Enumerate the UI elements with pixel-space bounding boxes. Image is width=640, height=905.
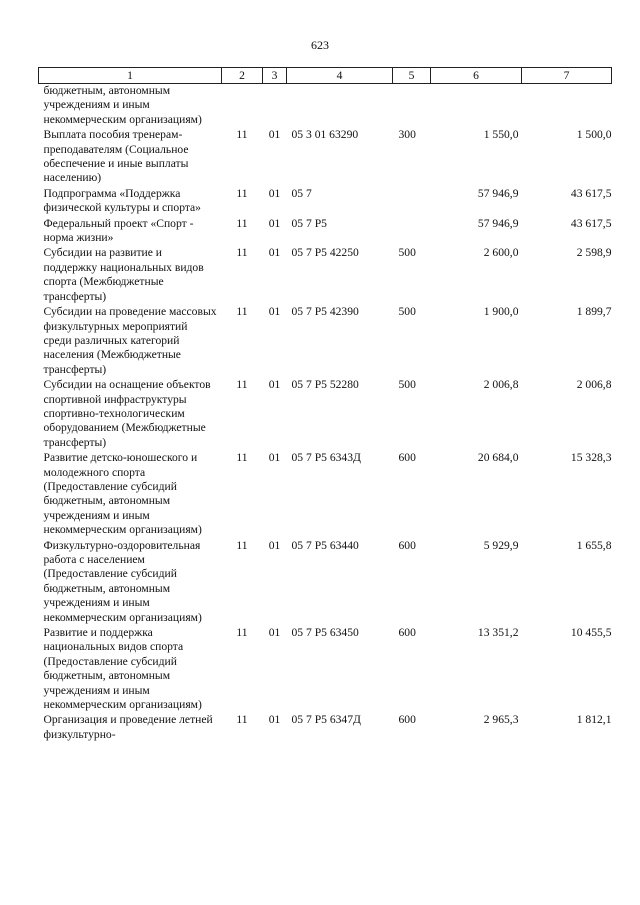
column-header-5: 5: [393, 68, 431, 84]
row-section: 11: [236, 538, 248, 552]
row-amount-7: 1 500,0: [576, 128, 612, 142]
row-expense-type: 500: [398, 305, 416, 319]
row-subsection: 01: [268, 713, 281, 727]
row-expense-type: [393, 84, 431, 129]
row-section: 11: [236, 713, 248, 727]
table-row: [39, 217, 612, 247]
row-target-code: 05 7 P5 42250: [291, 246, 359, 260]
row-target-code: 05 7 P5: [291, 216, 327, 230]
row-expense-type: 600: [398, 451, 416, 465]
budget-table: [38, 67, 612, 743]
table-row: [39, 378, 612, 451]
row-expense-type: 500: [398, 246, 416, 260]
row-amount-6: 57 946,9: [477, 216, 519, 230]
row-section: 11: [236, 378, 248, 392]
row-amount-6: 13 351,2: [477, 626, 519, 640]
row-expense-type: [393, 187, 431, 217]
row-section: 11: [236, 305, 248, 319]
row-section: [222, 84, 263, 129]
row-amount-7: 43 617,5: [570, 186, 612, 200]
row-subsection: 01: [268, 186, 281, 200]
row-name: Субсидии на развитие и поддержку национальных видов спорта (Межбюджетные трансферты): [43, 246, 204, 303]
row-target-code: 05 3 01 63290: [291, 128, 359, 142]
row-subsection: 01: [268, 626, 281, 640]
table-row: [39, 187, 612, 217]
row-amount-6: 2 600,0: [483, 246, 519, 260]
row-amount-6: 5 929,9: [483, 538, 519, 552]
row-name: Физкультурно-оздоровительная работа с населением (Предоставление субсидий бюджетным, автономным учреждениям и иным некоммерческим организациям): [43, 538, 202, 624]
header-row: [39, 68, 612, 84]
row-expense-type: 600: [398, 626, 416, 640]
row-amount-7: 10 455,5: [570, 626, 612, 640]
page-number: 623: [311, 38, 329, 52]
table-row: [39, 305, 612, 378]
row-name: Развитие и поддержка национальных видов спорта (Предоставление субсидий бюджетным, автономным учреждениям и иным некоммерческим организациям): [43, 626, 202, 712]
row-amount-6: 1 550,0: [483, 128, 519, 142]
row-amount-7: 43 617,5: [570, 216, 612, 230]
row-amount-6: 2 006,8: [483, 378, 519, 392]
row-subsection: 01: [268, 305, 281, 319]
row-name: Субсидии на оснащение объектов спортивной инфраструктуры спортивно-технологическим оборудованием (Межбюджетные трансферты): [43, 378, 211, 449]
row-target-code: 05 7 P5 63440: [291, 538, 359, 552]
row-expense-type: 600: [398, 713, 416, 727]
row-section: 11: [236, 451, 248, 465]
column-header-4: 4: [287, 68, 393, 84]
row-subsection: 01: [268, 538, 281, 552]
row-expense-type: [393, 217, 431, 247]
row-subsection: 01: [268, 451, 281, 465]
row-subsection: 01: [268, 128, 281, 142]
row-target-code: 05 7 P5 63450: [291, 626, 359, 640]
row-name: Развитие детско-юношеского и молодежного спорта (Предоставление субсидий бюджетным, автономным учреждениям и иным некоммерческим организациям): [43, 451, 202, 537]
column-header-3: 3: [263, 68, 287, 84]
table-header: [39, 68, 612, 84]
row-target-code: 05 7: [291, 186, 312, 200]
row-section: 11: [236, 626, 248, 640]
column-header-1: 1: [39, 68, 222, 84]
row-subsection: 01: [268, 216, 281, 230]
table-row: [39, 451, 612, 538]
row-section: 11: [236, 186, 248, 200]
row-amount-6: 2 965,3: [483, 713, 519, 727]
table-row: [39, 128, 612, 187]
column-header-2: 2: [222, 68, 263, 84]
row-section: 11: [236, 246, 248, 260]
row-target-code: 05 7 P5 52280: [291, 378, 359, 392]
row-amount-6: [431, 84, 522, 129]
row-subsection: 01: [268, 378, 281, 392]
row-amount-6: 57 946,9: [477, 186, 519, 200]
row-section: 11: [236, 216, 248, 230]
row-target-code: 05 7 P5 6343Д: [291, 451, 361, 465]
row-amount-7: 2 598,9: [576, 246, 612, 260]
row-subsection: [263, 84, 287, 129]
row-amount-7: 15 328,3: [570, 451, 612, 465]
table-row: [39, 539, 612, 626]
row-expense-type: 500: [398, 378, 416, 392]
row-amount-6: 1 900,0: [483, 305, 519, 319]
table-row: [39, 713, 612, 743]
row-target-code: [287, 84, 393, 129]
row-amount-7: 1 655,8: [576, 538, 612, 552]
row-amount-7: 1 812,1: [576, 713, 612, 727]
table-row: [39, 84, 612, 129]
column-header-6: 6: [431, 68, 522, 84]
row-amount-7: 2 006,8: [576, 378, 612, 392]
row-name: Выплата пособия тренерам-преподавателям (Социальное обеспечение и иные выплаты населению): [43, 128, 189, 185]
table-body: [39, 84, 612, 744]
row-amount-7: [522, 84, 612, 129]
row-name: бюджетным, автономным учреждениям и иным некоммерческим организациям): [43, 84, 202, 126]
table-row: [39, 246, 612, 305]
row-subsection: 01: [268, 246, 281, 260]
row-name: Субсидии на проведение массовых физкультурных мероприятий среди различных категорий населения (Межбюджетные трансферты): [43, 305, 217, 376]
table-row: [39, 626, 612, 713]
row-expense-type: 600: [398, 538, 416, 552]
row-expense-type: 300: [398, 128, 416, 142]
row-target-code: 05 7 P5 6347Д: [291, 713, 361, 727]
row-name: Организация и проведение летней физкультурно-: [43, 713, 213, 741]
row-amount-6: 20 684,0: [477, 451, 519, 465]
row-section: 11: [236, 128, 248, 142]
row-amount-7: 1 899,7: [576, 305, 612, 319]
row-target-code: 05 7 P5 42390: [291, 305, 359, 319]
column-header-7: 7: [522, 68, 612, 84]
row-name: Подпрограмма «Поддержка физической культуры и спорта»: [43, 186, 201, 215]
row-name: Федеральный проект «Спорт - норма жизни»: [43, 216, 194, 245]
